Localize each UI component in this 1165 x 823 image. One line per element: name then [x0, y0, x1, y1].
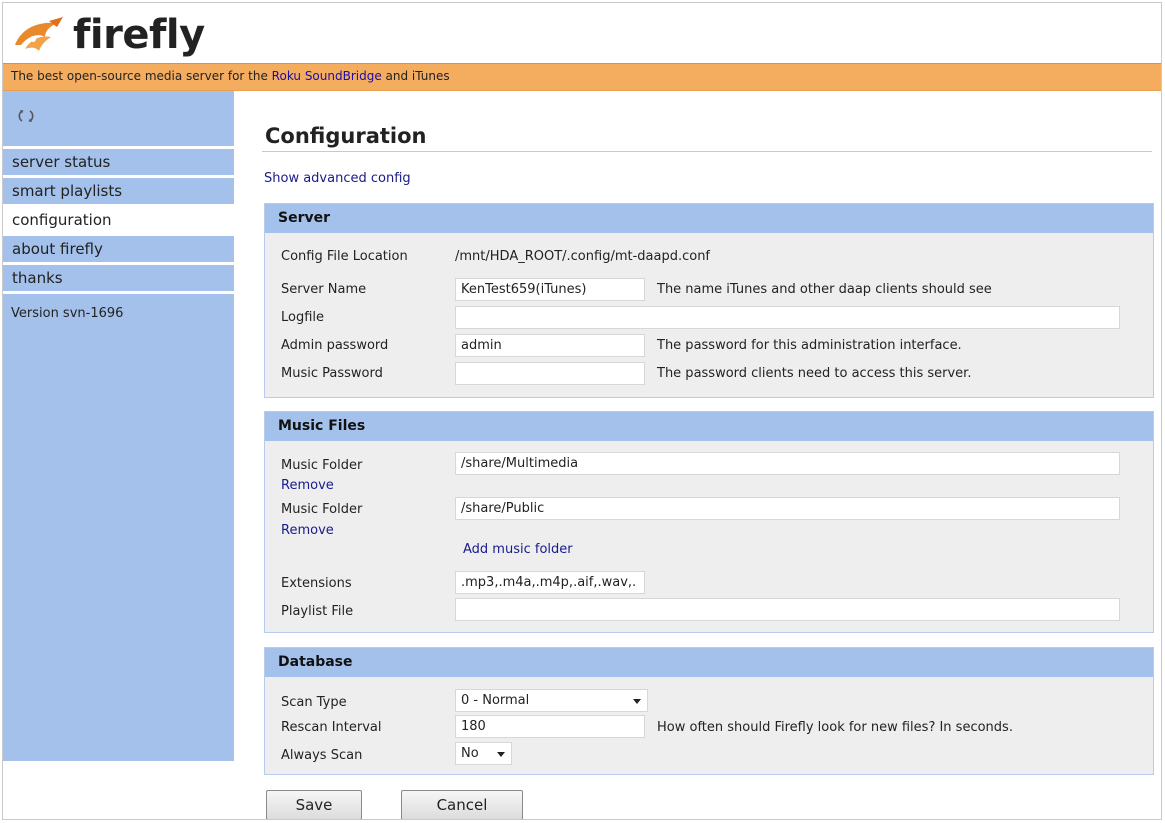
config-file-label: Config File Location: [281, 249, 408, 264]
title-divider: [262, 151, 1152, 152]
config-file-value: /mnt/HDA_ROOT/.config/mt-daapd.conf: [455, 249, 711, 264]
sidebar-item-configuration[interactable]: configuration: [3, 204, 234, 233]
refresh-icon[interactable]: [17, 107, 35, 125]
playlist-file-input[interactable]: [455, 598, 1120, 621]
chevron-down-icon: [497, 752, 505, 757]
server-section: [264, 203, 1154, 398]
music-password-input[interactable]: [455, 362, 645, 385]
sidebar-item-about-firefly[interactable]: about firefly: [3, 233, 234, 262]
music-files-section: [264, 411, 1154, 633]
server-section-heading: Server: [265, 204, 1153, 233]
chevron-down-icon: [633, 699, 641, 704]
add-music-folder-link[interactable]: Add music folder: [463, 542, 573, 557]
sidebar-item-server-status[interactable]: server status: [3, 146, 234, 175]
server-name-label: Server Name: [281, 282, 367, 297]
rescan-interval-input[interactable]: 180: [455, 715, 645, 738]
always-scan-select[interactable]: [455, 742, 512, 765]
music-files-section-heading: Music Files: [265, 412, 1153, 441]
sidebar-item-smart-playlists[interactable]: smart playlists: [3, 175, 234, 204]
show-advanced-config-link[interactable]: Show advanced config: [264, 171, 411, 186]
database-section-heading: Database: [265, 648, 1153, 677]
admin-password-input[interactable]: admin: [455, 334, 645, 357]
extensions-label: Extensions: [281, 576, 352, 591]
logo: [11, 11, 205, 59]
logfile-label: Logfile: [281, 310, 325, 325]
tagline-text-start: The best open-source media server for the: [11, 69, 272, 83]
sidebar-item-thanks[interactable]: thanks: [3, 262, 234, 294]
roku-soundbridge-link[interactable]: Roku SoundBridge: [271, 69, 382, 83]
scan-type-value: 0 - Normal: [461, 693, 530, 708]
server-name-input[interactable]: KenTest659(iTunes): [455, 278, 645, 301]
remove-folder-link[interactable]: Remove: [281, 523, 334, 538]
database-section: [264, 647, 1154, 775]
remove-folder-link[interactable]: Remove: [281, 478, 334, 493]
music-folder-label: Music Folder: [281, 458, 363, 473]
page-title: Configuration: [265, 124, 427, 148]
save-button[interactable]: Save: [266, 790, 362, 820]
tagline-bar: [3, 63, 1161, 91]
version-text: Version svn-1696: [11, 306, 124, 321]
scan-type-select[interactable]: [455, 689, 648, 712]
playlist-file-label: Playlist File: [281, 604, 354, 619]
admin-password-hint: The password for this administration interface.: [657, 338, 962, 353]
main-content: [234, 91, 1161, 820]
music-folder-input[interactable]: /share/Public: [455, 497, 1120, 520]
admin-password-label: Admin password: [281, 338, 389, 353]
music-folder-label: Music Folder: [281, 502, 363, 517]
rescan-interval-hint: How often should Firefly look for new files? In seconds.: [657, 720, 1013, 735]
music-password-hint: The password clients need to access this server.: [657, 366, 972, 381]
logo-text: firefly: [73, 12, 205, 58]
app-window: [2, 2, 1162, 820]
cancel-button[interactable]: Cancel: [401, 790, 523, 820]
tagline-text-end: and iTunes: [381, 69, 450, 83]
header: [3, 3, 1161, 63]
logfile-input[interactable]: [455, 306, 1120, 329]
always-scan-label: Always Scan: [281, 748, 363, 763]
rescan-interval-label: Rescan Interval: [281, 720, 382, 735]
scan-type-label: Scan Type: [281, 695, 347, 710]
sidebar-nav: [3, 146, 234, 294]
sidebar: [3, 91, 234, 761]
firefly-logo-icon: [11, 15, 67, 55]
always-scan-value: No: [461, 746, 479, 761]
extensions-input[interactable]: .mp3,.m4a,.m4p,.aif,.wav,.: [455, 571, 645, 594]
music-password-label: Music Password: [281, 366, 383, 381]
server-name-hint: The name iTunes and other daap clients should see: [657, 282, 992, 297]
tagline: [11, 69, 450, 83]
music-folder-input[interactable]: /share/Multimedia: [455, 452, 1120, 475]
